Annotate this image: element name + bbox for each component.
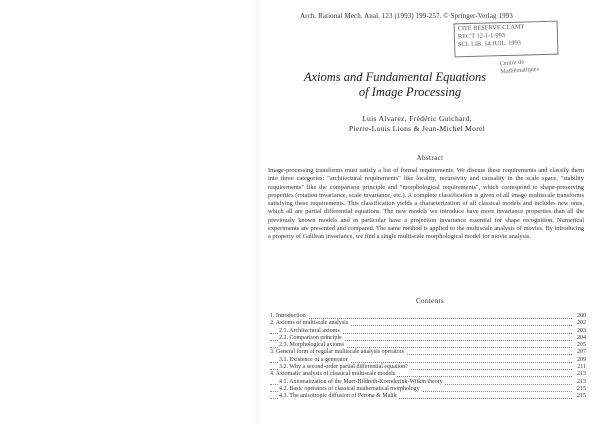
table-of-contents	[270, 313, 586, 401]
title-line-2: of Image Processing	[358, 85, 462, 99]
toc-page: 209	[577, 356, 586, 363]
journal-header: Arch. Rational Mech. Anal. 123 (1993) 199-257. © Springer-Verlag 1993	[300, 12, 513, 20]
contents-heading: Contents	[415, 297, 445, 305]
toc-label: 4.1. Axiomatization of the Marr-Hildreth-Koenderink-Witkin theory	[279, 378, 443, 385]
toc-row-perona-malik	[270, 393, 586, 400]
toc-label: 4. Axiomatic analysis of classical multiscale models	[270, 371, 396, 378]
abstract-heading: Abstract	[416, 154, 444, 162]
stamp-line: REC'T 12-1-1-993	[457, 32, 506, 41]
toc-row-architectural-axioms	[270, 328, 586, 335]
toc-page: 213	[577, 378, 586, 385]
toc-label: 2.2. Comparison principle	[279, 334, 342, 341]
toc-page: 203	[577, 327, 586, 334]
toc-page: 205	[577, 342, 586, 349]
toc-label: 3. General form of regular multiscale analysis operators	[270, 349, 404, 356]
library-stamp	[454, 21, 559, 58]
stamp-line: CITE RESERVE CLAMT	[457, 23, 525, 33]
authors-line-2: Pierre-Louis Lions & Jean-Michel Morel	[348, 124, 486, 133]
toc-page: 202	[577, 320, 586, 327]
abstract-text: Image-processing transforms must satisfy a list of formal requirements. We discuss these requirements and classify them into three categories: "architectural requirements" like locality, recursivity and causality in the scale space, "stability requirements" like the comparison principle and "morphological requirements", which correspond to shape-preserving properties (rotation invariance, scale invariance, etc.). A complete classification is given of all image multiscale transforms satisfying these requirements. This classification yields a characterization of all classical models and includes new ones, which all are partial differential equations. The new models we introduce have more invariance properties than all the previously known models and in particular have a projection invariance essential for shape recognition. Numerical experiments are presented and compared. The same method is applied to the multiscale analysis of movies. By introducing a property of Galilean invariance, we find a single multiscale morphological model for movie analysis.	[268, 167, 584, 241]
toc-row-classical-models	[270, 371, 586, 378]
toc-label: 2.1. Architectural axioms	[279, 327, 340, 334]
toc-page: 200	[577, 313, 586, 319]
toc-row-comparison-principle	[270, 335, 586, 342]
toc-page: 215	[577, 393, 586, 400]
toc-page: 207	[577, 349, 586, 356]
toc-page: 204	[577, 334, 586, 341]
toc-page: 213	[577, 371, 586, 378]
toc-row-axioms	[270, 320, 586, 327]
stamp-note	[500, 56, 567, 77]
stamp-note-line: Mathématiques	[500, 65, 540, 76]
toc-label: 4.2. Basic operators of classical mathematical morphology	[279, 385, 420, 392]
toc-row-general-form	[270, 349, 586, 356]
toc-label: 3.1. Existence of a generator	[279, 356, 348, 363]
toc-label: 4.3. The anisotropic diffusion of Perona & Malik	[279, 393, 397, 400]
title-line-1: Axioms and Fundamental Equations	[303, 70, 487, 84]
paper-title	[300, 70, 490, 100]
page-fold-shadow	[252, 0, 262, 424]
stamp-line: SCI. LIB. 14 JUIL. 1993	[458, 39, 522, 49]
toc-page: 211	[577, 364, 586, 371]
toc-label: 2. Axioms of multiscale analysis	[270, 320, 349, 327]
authors-line-1: Luis Alvarez, Frédéric Guichard,	[362, 114, 472, 123]
toc-label: 3.2. Why a second-order partial differential equation?	[279, 364, 408, 371]
toc-label: 1. Introduction	[270, 313, 306, 319]
toc-row-existence-generator	[270, 357, 586, 364]
author-list	[312, 114, 522, 134]
stamp-note-line: Centre de	[499, 58, 525, 68]
toc-label: 2.3. Morphological axioms	[279, 342, 344, 349]
toc-row-marr-hildreth	[270, 379, 586, 386]
toc-page: 215	[577, 385, 586, 392]
